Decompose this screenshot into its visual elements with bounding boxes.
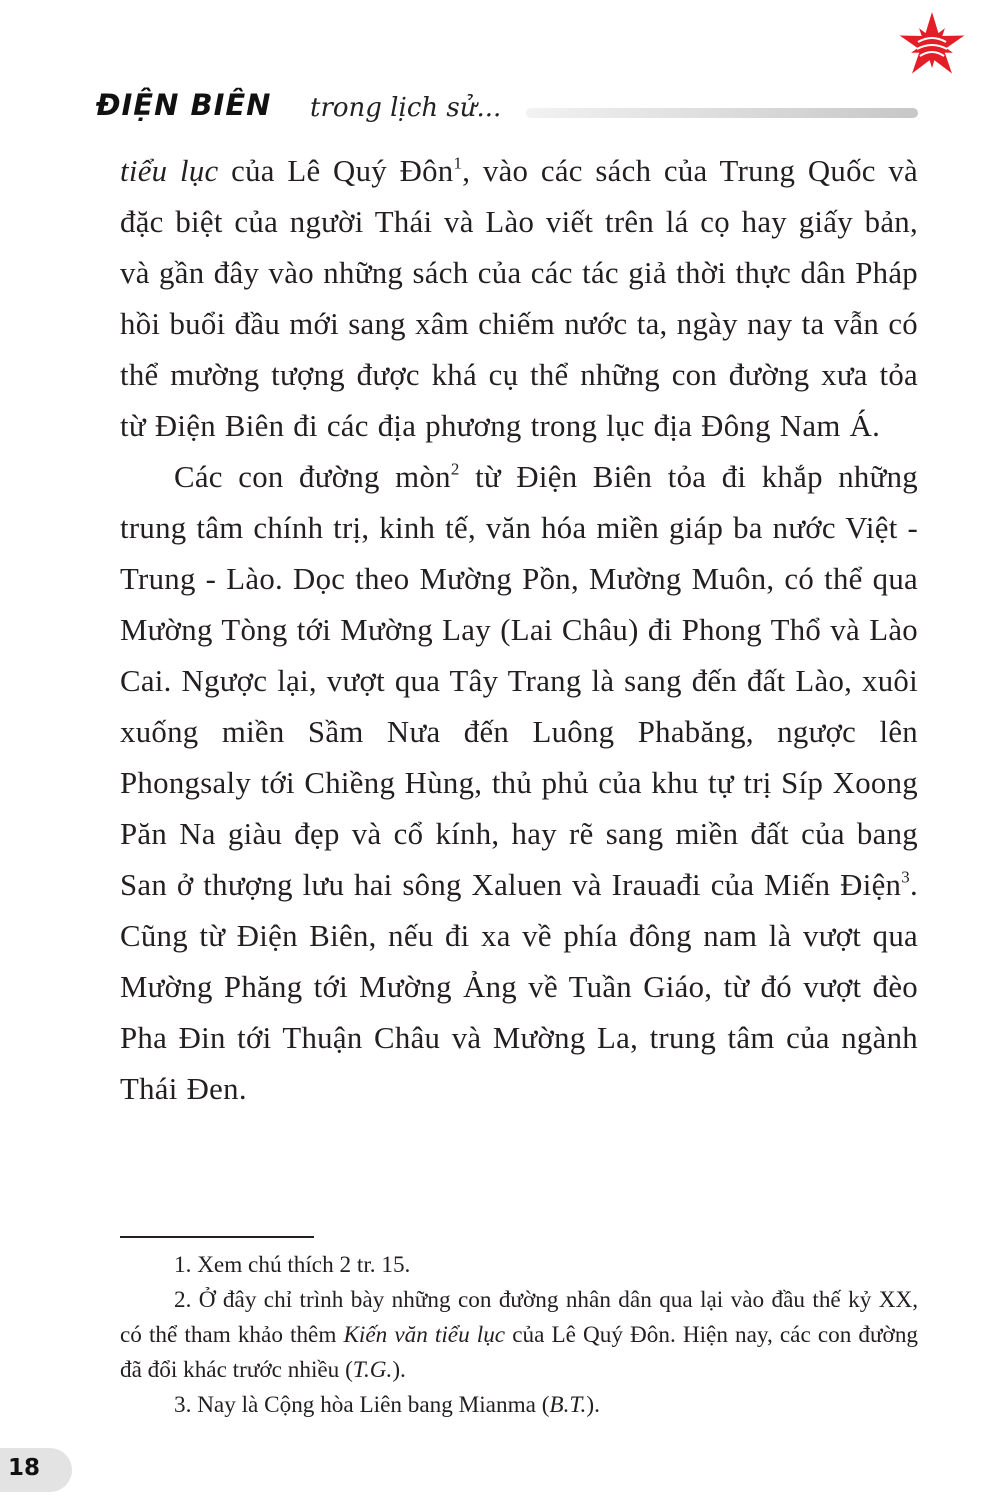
footnote-ref-2: 2 (450, 459, 460, 479)
paragraph-1: tiểu lục của Lê Quý Đôn$^1$, vào các sách của Trung Quốc và đặc biệt của người Thái và Lào viết trên lá cọ hay giấy bản, và gần đây vào những sách của các tác giả thời thực dân Pháp hồi buổi đầu mới sang xâm chiếm nước ta, ngày nay ta vẫn có thể mường tượng được khá cụ thể những con đường xưa tỏa từ Điện Biên đi các địa phương trong lục địa Đông Nam Á. (120, 153, 919, 443)
running-header-subtitle: trong lịch sử... (310, 93, 502, 123)
footnote-1: 1. Xem chú thích 2 tr. 15. (174, 1252, 411, 1278)
publisher-star-logo-icon (896, 10, 968, 82)
running-header-title: ĐIỆN BIÊN (96, 88, 272, 122)
page-number: 18 (8, 1455, 41, 1481)
footnote-3: 3. Nay là Cộng hòa Liên bang Mianma (B.T.). (174, 1392, 600, 1418)
footnote-ref-1: 1 (453, 153, 463, 173)
footnote-separator (120, 1236, 314, 1238)
footnote-2: 2. Ở đây chỉ trình bày những con đường nhân dân qua lại vào đầu thế kỷ XX, có thể tham khảo thêm Kiến văn tiểu lục của Lê Quý Đôn. Hiện nay, các con đường đã đổi khác trước nhiều (T.G.). (120, 1287, 919, 1383)
italic-book-title: tiểu lục (120, 154, 219, 188)
header-decorative-bar (526, 108, 918, 118)
paragraph-2: Các con đường mòn$^2$ từ Điện Biên tỏa đi khắp những trung tâm chính trị, kinh tế, văn hóa miền giáp ba nước Việt - Trung - Lào. Dọc theo Mường Pồn, Mường Muôn, có thể qua Mường Tòng tới Mường Lay (Lai Châu) đi Phong Thổ và Lào Cai. Ngược lại, vượt qua Tây Trang là sang đến đất Lào, xuôi xuống miền Sầm Nưa đến Luông Phabăng, ngược lên Phongsaly tới Chiềng Hùng, thủ phủ của khu tự trị Síp Xoong Păn Na giàu đẹp và cổ kính, hay rẽ sang miền đất của bang San ở thượng lưu hai sông Xaluen và Irauađi của Miến Điện$^3$. Cũng từ Điện Biên, nếu đi xa về phía đông nam là vượt qua Mường Phăng tới Mường Ảng về Tuần Giáo, từ đó vượt đèo Pha Đin tới Thuận Châu và Mường La, trung tâm của ngành Thái Đen. (120, 459, 919, 1106)
footnote-ref-3: 3 (901, 867, 910, 887)
footnotes (120, 1248, 918, 1423)
body-text (120, 146, 918, 1115)
